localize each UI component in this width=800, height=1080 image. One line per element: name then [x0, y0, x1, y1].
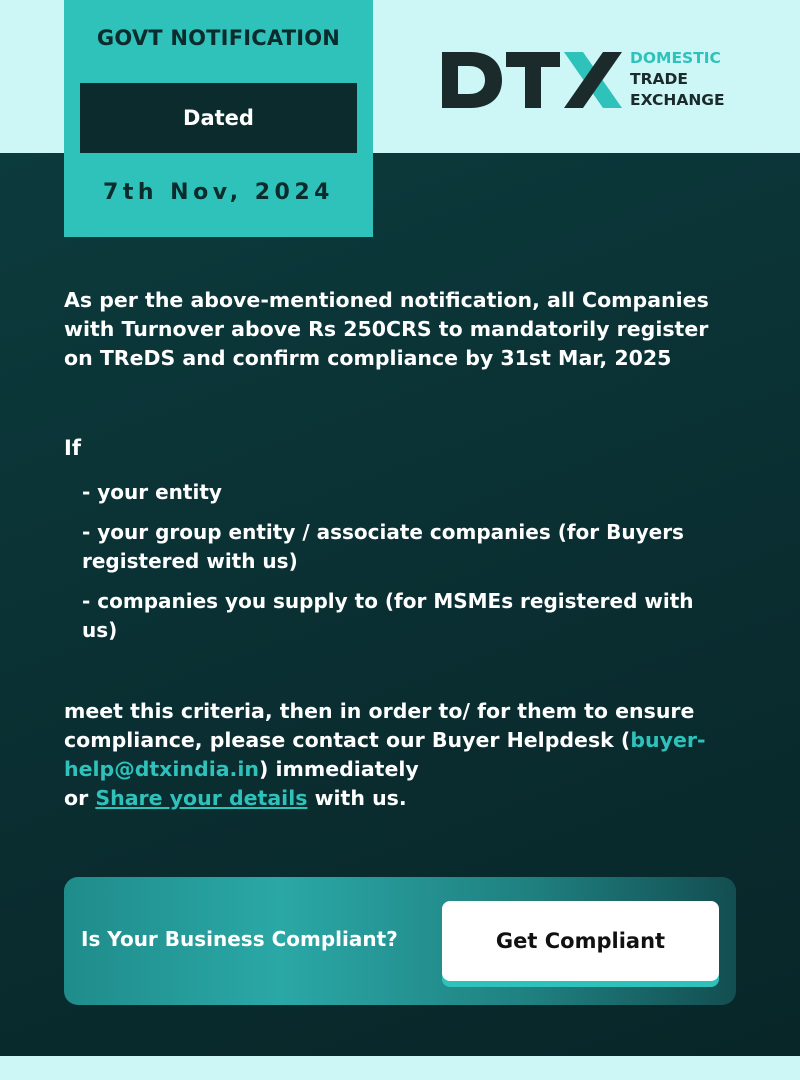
helpdesk-email-link[interactable]: buyer-help@dtxindia.in: [64, 728, 706, 781]
logo-wordmark: [630, 48, 725, 111]
footer-band: [0, 1056, 800, 1080]
dtx-logo: [440, 48, 740, 112]
dated-label-box: [80, 83, 357, 153]
outro-text: or: [64, 786, 96, 810]
dtx-logo-mark-icon: [440, 48, 624, 112]
outro-text: with us.: [307, 786, 407, 810]
list-item: - your entity: [82, 480, 222, 504]
list-item: - companies you supply to (for MSMEs registered with us): [82, 589, 694, 642]
notification-card: [64, 0, 373, 237]
logo-line-domestic: DOMESTIC: [630, 49, 721, 67]
if-label: If: [64, 436, 81, 460]
cta-question: Is Your Business Compliant?: [81, 927, 398, 951]
outro-text: meet this criteria, then in order to/ for them to ensure compliance, please contact our Buyer Helpdesk (: [64, 699, 695, 752]
outro-text: ) immediately: [258, 757, 419, 781]
list-item: - your group entity / associate companies (for Buyers registered with us): [82, 520, 684, 573]
compliance-cta-banner: [64, 877, 736, 1005]
dated-label: Dated: [183, 106, 254, 130]
intro-paragraph: As per the above-mentioned notification, all Companies with Turnover above Rs 250CRS to mandatorily register on TReDS and confirm compliance by 31st Mar, 2025: [64, 288, 709, 370]
criteria-list: [82, 478, 732, 656]
notice-content: [64, 286, 744, 810]
logo-line-exchange: EXCHANGE: [630, 91, 725, 109]
outro-paragraph: [64, 697, 744, 813]
notification-date: 7th Nov, 2024: [103, 180, 334, 205]
get-compliant-button[interactable]: Get Compliant: [442, 901, 719, 981]
notification-title: GOVT NOTIFICATION: [96, 26, 341, 50]
logo-line-trade: TRADE: [630, 70, 688, 88]
share-details-link[interactable]: Share your details: [95, 786, 308, 810]
